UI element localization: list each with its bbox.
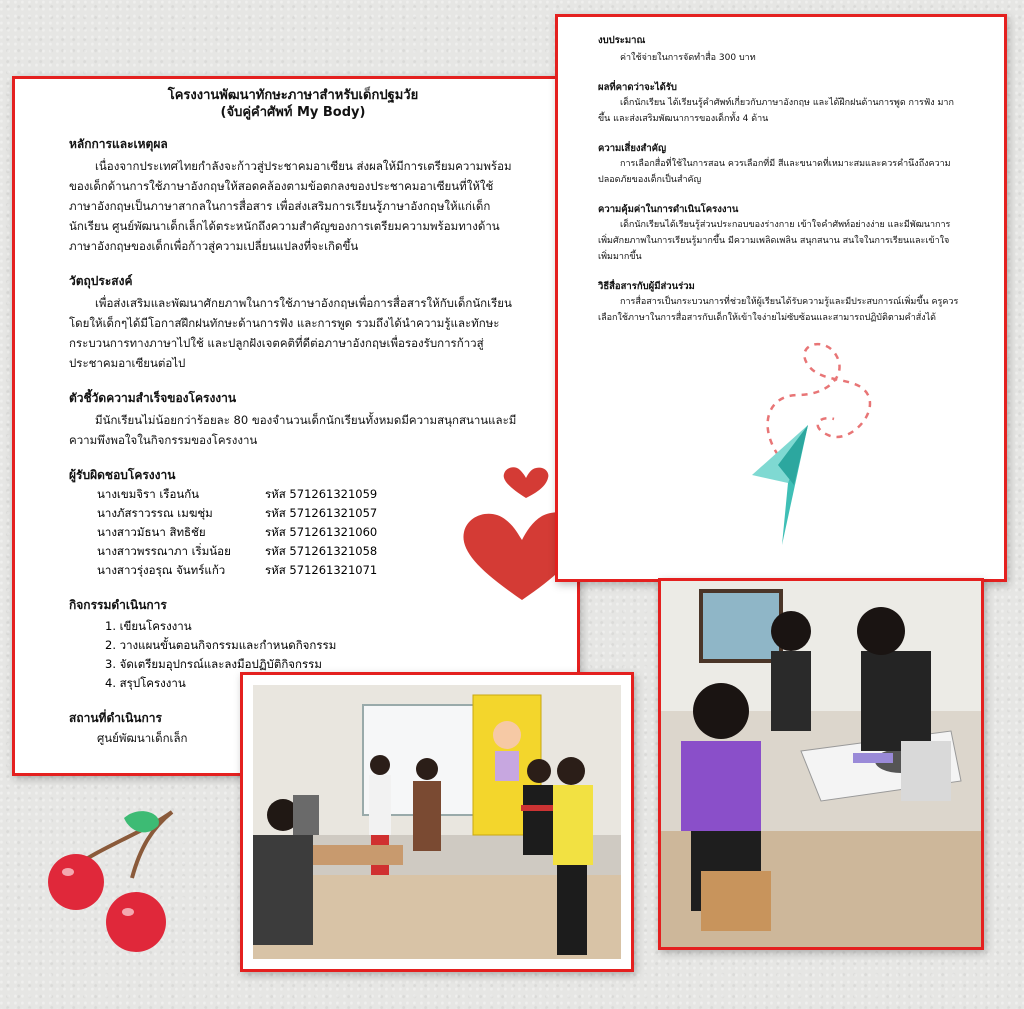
expected-text: เด็กนักเรียน ได้เรียนรู้คำศัพท์เกี่ยวกับภาษาอังกฤษ และได้ฝึกฝนด้านการพูด การฟัง มากขึ้น และส่งเสริมพัฒนาการของเด็กทั้ง 4 ด้าน — [598, 98, 954, 124]
classroom-photo-image — [253, 685, 621, 959]
member-code: รหัส 571261321060 — [265, 525, 378, 539]
communication-heading: วิธีสื่อสารกับผู้มีส่วนร่วม — [598, 281, 695, 292]
rationale-text: เนื่องจากประเทศไทยกำลังจะก้าวสู่ประชาคมอาเซียน ส่งผลให้มีการเตรียมความพร้อมของเด็กด้านการใช้ภาษาอังกฤษให้สอดคล้องตามข้อตกลงของประชาคมอาเซียนที่ให้ใช้ภาษาอังกฤษเป็นภาษาสากลในการสื่อสาร เพื่อส่งเสริมการเรียนรู้ภาษาอังกฤษให้แก่เด็กนักเรียน ศูนย์พัฒนาเด็กเล็กได้ตระหนักถึงความสำคัญของการเตรียมความพร้อมทางด้านภาษาอังกฤษของเด็กเพื่อก้าวสู่ความเปลี่ยนแปลงที่จะเกิดขึ้น — [69, 159, 512, 253]
member-name: นางสาวพรรณาภา เริ่มน้อย — [97, 544, 231, 558]
objective-text: เพื่อส่งเสริมและพัฒนาศักยภาพในการใช้ภาษาอังกฤษเพื่อการสื่อสารให้กับเด็กนักเรียน โดยให้เด็กๆได้มีโอกาสฝึกฝนทักษะด้านการฟัง และการพูด รวมถึงได้นำความรู้และทักษะกระบวนการทางภาษาไปใช้ และปลูกฝังเจตคติที่ดีต่อภาษาอังกฤษเพื่อรองรับการก้าวสู่ประชาคมอาเซียนต่อไป — [69, 296, 512, 370]
location-heading: สถานที่ดำเนินการ — [69, 711, 162, 725]
member-name: นางสาวมัธนา สิทธิชัย — [97, 525, 206, 539]
activity-step: 4. สรุปโครงงาน — [105, 676, 186, 690]
indicator-heading: ตัวชี้วัดความสำเร็จของโครงงาน — [69, 391, 237, 405]
member-name: นางสาวรุ่งอรุณ จันทร์แก้ว — [97, 563, 226, 577]
activity-step: 3. จัดเตรียมอุปกรณ์และลงมือปฏิบัติกิจกรรม — [105, 657, 322, 671]
document-page-right — [555, 14, 1007, 582]
photo-teachers-working — [658, 578, 984, 950]
photo-classroom-presentation — [240, 672, 634, 972]
rationale-heading: หลักการและเหตุผล — [69, 137, 168, 151]
member-code: รหัส 571261321058 — [265, 544, 378, 558]
activity-step: 1. เขียนโครงงาน — [105, 619, 192, 633]
responsible-heading: ผู้รับผิดชอบโครงงาน — [69, 468, 176, 482]
expected-heading: ผลที่คาดว่าจะได้รับ — [598, 82, 677, 93]
member-list — [69, 485, 517, 580]
communication-text: การสื่อสารเป็นกระบวนการที่ช่วยให้ผู้เรียนได้รับความรู้และมีประสบการณ์เพิ่มขึ้น ครูควรเลือกใช้ภาษาในการสื่อสารกับเด็กให้เข้าใจง่ายไม่ซับซ้อนและสามารถปฏิบัติตามคำสั่งได้ — [598, 297, 959, 323]
document-page-left — [12, 76, 580, 776]
activity-step: 2. วางแผนขั้นตอนกิจกรรมและกำหนดกิจกรรม — [105, 638, 337, 652]
member-row — [69, 542, 517, 561]
member-row — [69, 485, 517, 504]
member-code: รหัส 571261321071 — [265, 563, 378, 577]
worth-text: เด็กนักเรียนได้เรียนรู้ส่วนประกอบของร่างกาย เข้าใจคำศัพท์อย่างง่าย และมีพัฒนาการเพิ่มศักยภาพในการเรียนรู้มากขึ้น มีความเพลิดเพลิน สนุกสนาน สนใจในการเรียนและเข้าใจเพิ่มมากขึ้น — [598, 220, 951, 262]
member-code: รหัส 571261321057 — [265, 506, 378, 520]
member-row — [69, 523, 517, 542]
budget-text: ค่าใช้จ่ายในการจัดทำสื่อ 300 บาท — [620, 53, 756, 63]
risk-text: การเลือกสื่อที่ใช้ในการสอน ควรเลือกที่มี สีและขนาดที่เหมาะสมและควรคำนึงถึงความปลอดภัยของเด็กเป็นสำคัญ — [598, 159, 951, 185]
heart-small-icon — [502, 466, 550, 500]
objective-heading: วัตถุประสงค์ — [69, 274, 133, 288]
risk-heading: ความเสี่ยงสำคัญ — [598, 143, 667, 154]
member-row — [69, 504, 517, 523]
doc-title-line2: (จับคู่คำศัพท์ My Body) — [220, 105, 366, 120]
worth-heading: ความคุ้มค่าในการดำเนินโครงงาน — [598, 204, 739, 215]
member-name: นางภัสราวรรณ เมฆชุ่ม — [97, 506, 213, 520]
indicator-text: มีนักเรียนไม่น้อยกว่าร้อยละ 80 ของจำนวนเด็กนักเรียนทั้งหมดมีความสนุกสนานและมีความพึงพอใจในกิจกรรมของโครงงาน — [69, 413, 517, 447]
budget-heading: งบประมาณ — [598, 35, 646, 46]
activities-heading: กิจกรรมดำเนินการ — [69, 598, 167, 612]
member-row — [69, 561, 517, 580]
paper-plane-icon — [738, 335, 888, 555]
cherry-icon — [40, 808, 190, 958]
teachers-photo-image — [661, 581, 981, 947]
member-code: รหัส 571261321059 — [265, 487, 378, 501]
member-name: นางเขมจิรา เรือนกัน — [97, 487, 200, 501]
doc-title-line1: โครงงานพัฒนาทักษะภาษาสำหรับเด็กปฐมวัย — [167, 88, 419, 103]
location-text: ศูนย์พัฒนาเด็กเล็ก — [97, 731, 188, 745]
